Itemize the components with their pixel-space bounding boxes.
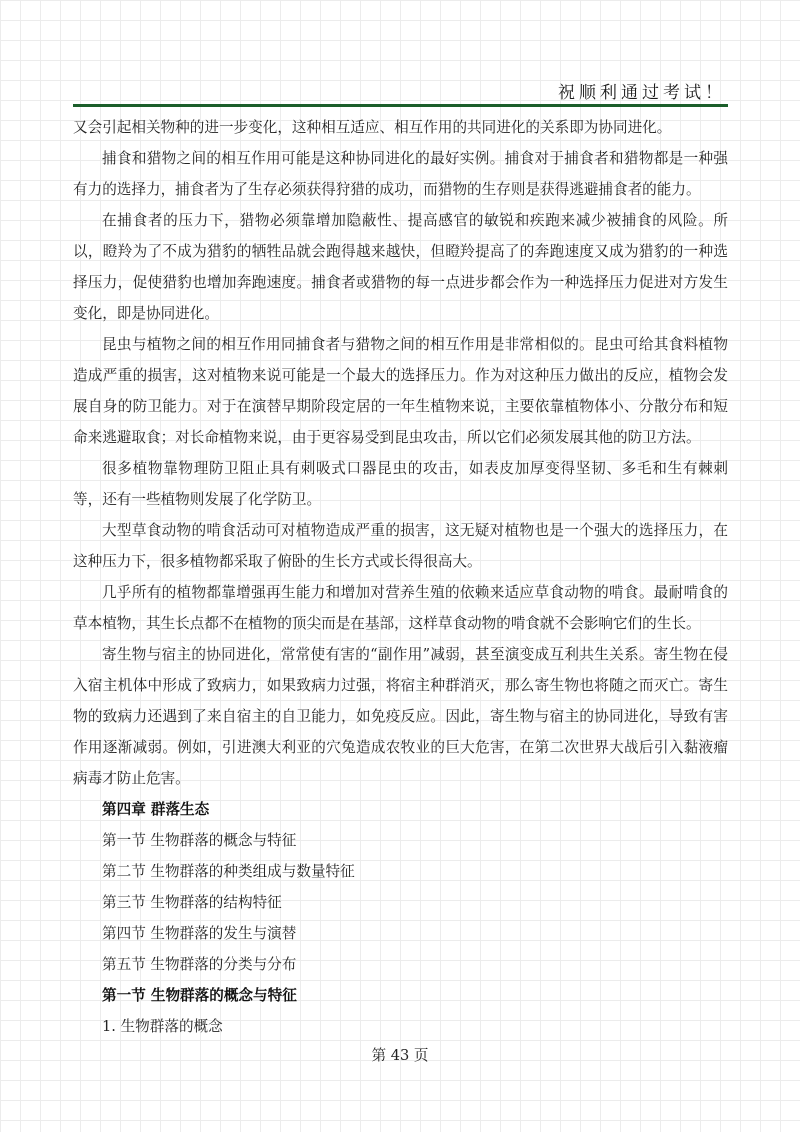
header-divider bbox=[73, 104, 728, 107]
section-heading: 第一节 生物群落的概念与特征 bbox=[102, 987, 297, 1004]
page-body bbox=[73, 112, 728, 1042]
paragraph: 昆虫与植物之间的相互作用同捕食者与猎物之间的相互作用是非常相似的。昆虫可给其食料植物造成严重的损害，这对植物来说可能是一个最大的选择压力。作为对这种压力做出的反应，植物会发展自身的防卫能力。对于在演替早期阶段定居的一年生植物来说，主要依靠植物体小、分散分布和短命来逃避取食；对长命植物来说，由于更容易受到昆虫攻击，所以它们必须发展其他的防卫方法。 bbox=[73, 336, 728, 446]
section-list-item: 第四节 生物群落的发生与演替 bbox=[102, 925, 297, 942]
page-number: 第 43 页 bbox=[371, 1047, 429, 1064]
chapter-title: 第四章 群落生态 bbox=[102, 801, 210, 818]
subsection-heading: 1. 生物群落的概念 bbox=[102, 1018, 223, 1035]
section-list-item: 第一节 生物群落的概念与特征 bbox=[102, 832, 297, 849]
paragraph: 在捕食者的压力下，猎物必须靠增加隐蔽性、提高感官的敏锐和疾跑来减少被捕食的风险。所以，瞪羚为了不成为猎豹的牺牲品就会跑得越来越快，但瞪羚提高了的奔跑速度又成为猎豹的一种选择压力，促使猎豹也增加奔跑速度。捕食者或猎物的每一点进步都会作为一种选择压力促进对方发生变化，即是协同进化。 bbox=[73, 212, 728, 322]
paragraph-continuation: 又会引起相关物种的进一步变化，这种相互适应、相互作用的共同进化的关系即为协同进化。 bbox=[73, 119, 672, 136]
paragraph: 几乎所有的植物都靠增强再生能力和增加对营养生殖的依赖来适应草食动物的啃食。最耐啃食的草本植物，其生长点都不在植物的顶尖而是在基部，这样草食动物的啃食就不会影响它们的生长。 bbox=[73, 584, 728, 632]
section-list-item: 第五节 生物群落的分类与分布 bbox=[102, 956, 297, 973]
paragraph: 寄生物与宿主的协同进化，常常使有害的“副作用”减弱，甚至演变成互利共生关系。寄生物在侵入宿主机体中形成了致病力，如果致病力过强，将宿主种群消灭，那么寄生物也将随之而灭亡。寄生物的致病力还遇到了来自宿主的自卫能力，如免疫反应。因此，寄生物与宿主的协同进化，导致有害作用逐渐减弱。例如，引进澳大利亚的穴兔造成农牧业的巨大危害，在第二次世界大战后引入黏液瘤病毒才防止危害。 bbox=[73, 646, 728, 787]
paragraph: 捕食和猎物之间的相互作用可能是这种协同进化的最好实例。捕食对于捕食者和猎物都是一种强有力的选择力，捕食者为了生存必须获得狩猎的成功，而猎物的生存则是获得逃避捕食者的能力。 bbox=[73, 150, 728, 198]
section-list-item: 第三节 生物群落的结构特征 bbox=[102, 894, 282, 911]
section-list-item: 第二节 生物群落的种类组成与数量特征 bbox=[102, 863, 355, 880]
page-header bbox=[73, 76, 728, 104]
paragraph: 很多植物靠物理防卫阻止具有刺吸式口器昆虫的攻击，如表皮加厚变得坚韧、多毛和生有棘刺等，还有一些植物则发展了化学防卫。 bbox=[73, 460, 728, 508]
paragraph: 大型草食动物的啃食活动可对植物造成严重的损害，这无疑对植物也是一个强大的选择压力，在这种压力下，很多植物都采取了俯卧的生长方式或长得很高大。 bbox=[73, 522, 728, 570]
header-slogan: 祝顺利通过考试！ bbox=[558, 83, 726, 103]
